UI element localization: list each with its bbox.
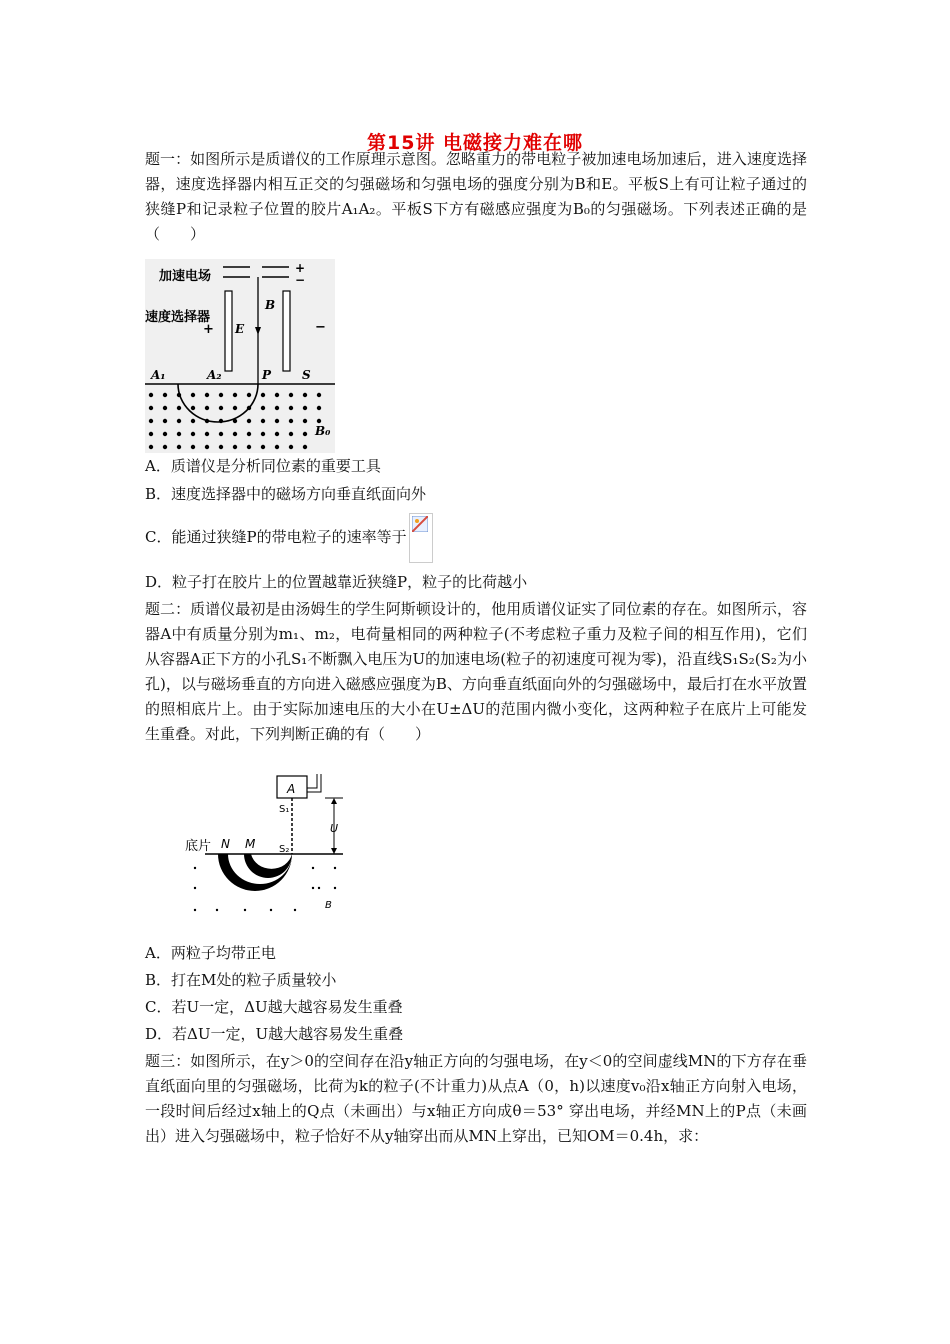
field-dot [289, 445, 293, 449]
field-dot [233, 432, 237, 436]
field-dot [261, 419, 265, 423]
label-S2: S₂ [279, 844, 290, 855]
field-dot [177, 419, 181, 423]
field-dot [177, 432, 181, 436]
field-dot [205, 432, 209, 436]
plus-left: + [203, 322, 214, 337]
field-dot [149, 393, 153, 397]
field-dot [289, 432, 293, 436]
q1-option-d: D．粒子打在胶片上的位置越靠近狭缝P，粒子的比荷越小 [145, 573, 528, 591]
field-dot [149, 432, 153, 436]
field-dot [177, 393, 181, 397]
field-dot [177, 406, 181, 410]
label-B0: B₀ [315, 424, 331, 438]
field-dot [334, 887, 336, 889]
field-dot [219, 432, 223, 436]
field-dot [233, 445, 237, 449]
label-B: B [325, 900, 332, 911]
field-dot [247, 432, 251, 436]
field-dot [303, 406, 307, 410]
q2-option-b: B．打在M处的粒子质量较小 [145, 971, 337, 989]
field-dot [191, 393, 195, 397]
field-dot [317, 406, 321, 410]
field-dot [275, 445, 279, 449]
field-dot [289, 406, 293, 410]
field-dot [275, 432, 279, 436]
field-dot [247, 419, 251, 423]
label-selector: 速度选择器 [145, 310, 211, 325]
field-dot [303, 432, 307, 436]
label-P: P [262, 368, 272, 382]
field-dot [149, 419, 153, 423]
field-dot [261, 393, 265, 397]
field-dot [163, 419, 167, 423]
field-dot [191, 406, 195, 410]
label-accel: 加速电场 [159, 269, 212, 284]
label-A1: A₁ [151, 368, 166, 382]
q2-option-d: D．若ΔU一定，U越大越容易发生重叠 [145, 1025, 404, 1043]
q1-option-b: B．速度选择器中的磁场方向垂直纸面向外 [145, 485, 427, 503]
field-dot [233, 406, 237, 410]
field-dot [247, 406, 251, 410]
label-S: S [302, 368, 311, 382]
field-dot [275, 406, 279, 410]
field-dot [194, 887, 196, 889]
q1-mass-spectrometer-figure [145, 259, 335, 453]
field-dot [334, 867, 336, 869]
field-dot [163, 393, 167, 397]
field-dot [219, 419, 223, 423]
field-dot [219, 445, 223, 449]
field-dot [261, 406, 265, 410]
field-dot [318, 887, 320, 889]
q2-option-c: C．若U一定，ΔU越大越容易发生重叠 [145, 998, 403, 1016]
field-dot [244, 909, 246, 911]
page-title: 第15讲 电磁接力难在哪 [366, 132, 584, 154]
field-dot [317, 393, 321, 397]
label-A2: A₂ [207, 368, 222, 382]
field-dot [294, 909, 296, 911]
label-film: 底片 [185, 839, 212, 854]
q1-option-c-row [145, 512, 433, 563]
field-dot [194, 867, 196, 869]
field-dot [233, 419, 237, 423]
field-dot [247, 445, 251, 449]
field-dot [275, 419, 279, 423]
field-dot [270, 909, 272, 911]
field-dot [275, 393, 279, 397]
q2-option-a: A．两粒子均带正电 [145, 944, 276, 962]
field-dot [194, 909, 196, 911]
field-dot [219, 406, 223, 410]
field-dot [289, 419, 293, 423]
label-S1: S₁ [279, 804, 290, 815]
field-dot [205, 419, 209, 423]
field-dot [303, 445, 307, 449]
field-dot [312, 867, 314, 869]
q2-aston-figure [175, 770, 355, 920]
field-dot [177, 445, 181, 449]
field-dot [191, 445, 195, 449]
field-dot [191, 419, 195, 423]
minus-right: − [315, 320, 326, 335]
broken-image-icon [409, 513, 433, 563]
q1-figure-svg [145, 259, 335, 453]
field-dot [205, 393, 209, 397]
field-dot [317, 419, 321, 423]
field-dot [149, 406, 153, 410]
label-N: N [221, 837, 230, 851]
field-dot [312, 887, 314, 889]
field-dot [149, 445, 153, 449]
field-dot [303, 393, 307, 397]
field-dot [219, 393, 223, 397]
field-dot [205, 445, 209, 449]
field-dot [303, 419, 307, 423]
field-dot [261, 445, 265, 449]
q1-stem: 题一：如图所示是质谱仪的工作原理示意图。忽略重力的带电粒子被加速电场加速后，进入速度选择器，速度选择器内相互正交的匀强磁场和匀强电场的强度分别为B和E。平板S上有可让粒子通过的狭缝P和记录粒子位置的胶片A₁A₂。平板S下方有磁感应强度为B₀的匀强磁场。下列表述正确的是（ ） [145, 150, 807, 243]
field-dot [216, 909, 218, 911]
label-U: U [330, 822, 339, 835]
q2-figure-svg [175, 770, 355, 920]
field-dot [163, 432, 167, 436]
q3-stem: 题三：如图所示，在y＞0的空间存在沿y轴正方向的匀强电场，在y＜0的空间虚线MN的下方存在垂直纸面向里的匀强磁场，比荷为k的粒子(不计重力)从点A（0，h)以速度v₀沿x轴正方向射入电场，一段时间后经过x轴上的Q点（未画出）与x轴正方向成θ＝53° 穿出电场，并经MN上的P点（未画出）进入匀强磁场中，粒子恰好不从y轴穿出而从MN上穿出，已知OM＝0.4h，求： [145, 1052, 807, 1145]
label-M: M [245, 837, 256, 851]
field-dot [247, 393, 251, 397]
label-A: A [287, 782, 296, 796]
field-dot [191, 432, 195, 436]
q1-option-a: A．质谱仪是分析同位素的重要工具 [145, 457, 381, 475]
q2-stem: 题二：质谱仪最初是由汤姆生的学生阿斯顿设计的，他用质谱仪证实了同位素的存在。如图所示，容器A中有质量分别为m₁、m₂，电荷量相同的两种粒子(不考虑粒子重力及粒子间的相互作用)，它们从容器A正下方的小孔S₁不断飘入电压为U的加速电场(粒子的初速度可视为零)，沿直线S₁S₂(S₂为小孔)，以与磁场垂直的方向进入磁感应强度为B、方向垂直纸面向外的匀强磁场中，最后打在水平放置的照相底片上。由于实际加速电压的大小在U±ΔU的范围内微小变化，这两种粒子在底片上可能发生重叠。对此，下列判断正确的有（ ） [145, 600, 807, 743]
label-B: B [265, 298, 276, 312]
q1-option-c: C．能通过狭缝P的带电粒子的速率等于 [145, 528, 407, 546]
minus-top: − [295, 273, 306, 287]
field-dot [289, 393, 293, 397]
field-dot [261, 432, 265, 436]
field-dot [233, 393, 237, 397]
label-E: E [235, 322, 245, 336]
plus-top: + [295, 261, 306, 275]
field-dot [163, 406, 167, 410]
field-dot [163, 445, 167, 449]
field-dot [205, 406, 209, 410]
magnetic-field-dots [149, 393, 321, 449]
